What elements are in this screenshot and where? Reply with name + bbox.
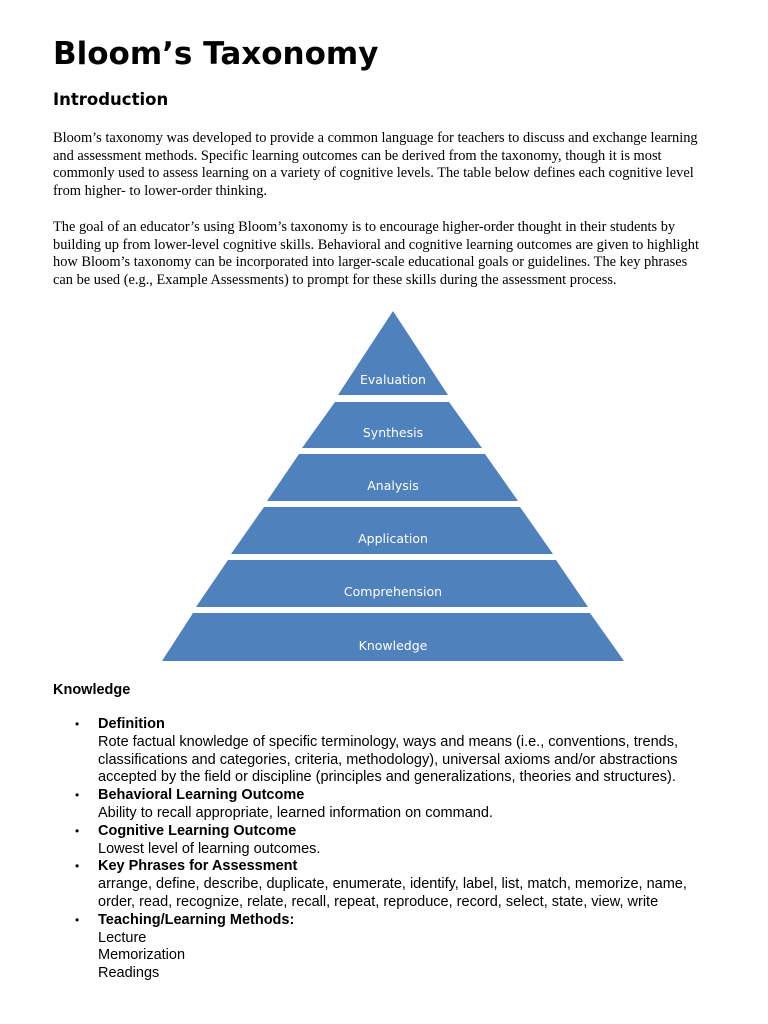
pyramid-svg — [160, 308, 630, 668]
item-title: Definition — [98, 716, 165, 732]
pyramid-label-application: Application — [358, 531, 428, 546]
text-line: Bloom’s taxonomy was developed to provide a common language for teachers to discuss and exchange learning — [53, 130, 698, 146]
pyramid-level-knowledge — [162, 613, 624, 661]
item-title: Key Phrases for Assessment — [98, 858, 298, 875]
item-text-line: Rote factual knowledge of specific terminology, ways and means (i.e., conventions, trends, — [98, 733, 679, 750]
pyramid-label-analysis: Analysis — [367, 478, 419, 493]
text-line: can be used (e.g., Example Assessments) to prompt for these skills during the assessment process. — [53, 272, 617, 289]
text-line: The goal of an educator’s using Bloom’s taxonomy is to encourage higher-order thought in their students by — [53, 219, 676, 235]
text-line: and assessment methods. Specific learning outcomes can be derived from the taxonomy, though it is most — [53, 147, 662, 164]
text-line: building up from lower-level cognitive skills. Behavioral and cognitive learning outcomes are given to highlight — [53, 236, 699, 253]
item-title: Teaching/Learning Methods: — [98, 911, 295, 928]
item-text-line: Readings — [98, 965, 160, 982]
item-title: Cognitive Learning Outcome — [98, 822, 297, 839]
bullet-icon: • — [75, 912, 80, 927]
pyramid-label-evaluation: Evaluation — [360, 372, 426, 387]
item-text-line: classifications and categories, criteria, methodology), universal axioms and/or abstractions — [98, 751, 678, 768]
item-text-line: Lecture — [98, 929, 147, 946]
pyramid-label-synthesis: Synthesis — [362, 425, 424, 440]
item-title: Behavioral Learning Outcome — [98, 787, 305, 804]
list-item-key-phrases — [75, 858, 738, 911]
introduction-heading: Introduction — [53, 90, 169, 109]
item-text-line: Ability to recall appropriate, learned information on command. — [98, 804, 493, 821]
list-item-cognitive-outcome — [75, 822, 738, 859]
item-text-line: arrange, define, describe, duplicate, enumerate, identify, label, list, match, memorize, name, — [98, 876, 687, 893]
item-text-line: accepted by the field or discipline (principles and generalizations, theories and structures). — [98, 769, 676, 786]
bullet-icon: • — [75, 823, 80, 838]
item-text-line: Lowest level of learning outcomes. — [98, 840, 321, 857]
item-text-line: order, read, recognize, relate, recall, repeat, reproduce, record, select, state, view, write — [98, 893, 659, 910]
knowledge-details-list — [75, 716, 738, 983]
list-item-teaching-methods — [75, 911, 738, 983]
bullet-icon: • — [75, 859, 80, 874]
text-line: how Bloom’s taxonomy can be incorporated into larger-scale educational goals or guidelines. The key phrases — [53, 254, 688, 271]
list-item-definition — [75, 716, 738, 787]
text-line: commonly used to assess learning on a variety of cognitive levels. The table below defines each cognitive level — [53, 165, 694, 182]
pyramid-label-knowledge: Knowledge — [358, 638, 428, 653]
intro-paragraph-1 — [53, 130, 733, 201]
item-text-line: Memorization — [98, 947, 186, 964]
page-title: Bloom’s Taxonomy — [53, 36, 379, 72]
intro-paragraph-2 — [53, 219, 733, 290]
bullet-icon: • — [75, 788, 80, 803]
bloom-pyramid-diagram — [160, 308, 630, 668]
pyramid-label-comprehension: Comprehension — [343, 584, 443, 599]
bullet-icon: • — [75, 717, 80, 731]
text-line: from higher- to lower-order thinking. — [53, 183, 268, 200]
knowledge-heading: Knowledge — [53, 682, 131, 698]
list-item-behavioral-outcome — [75, 787, 738, 823]
